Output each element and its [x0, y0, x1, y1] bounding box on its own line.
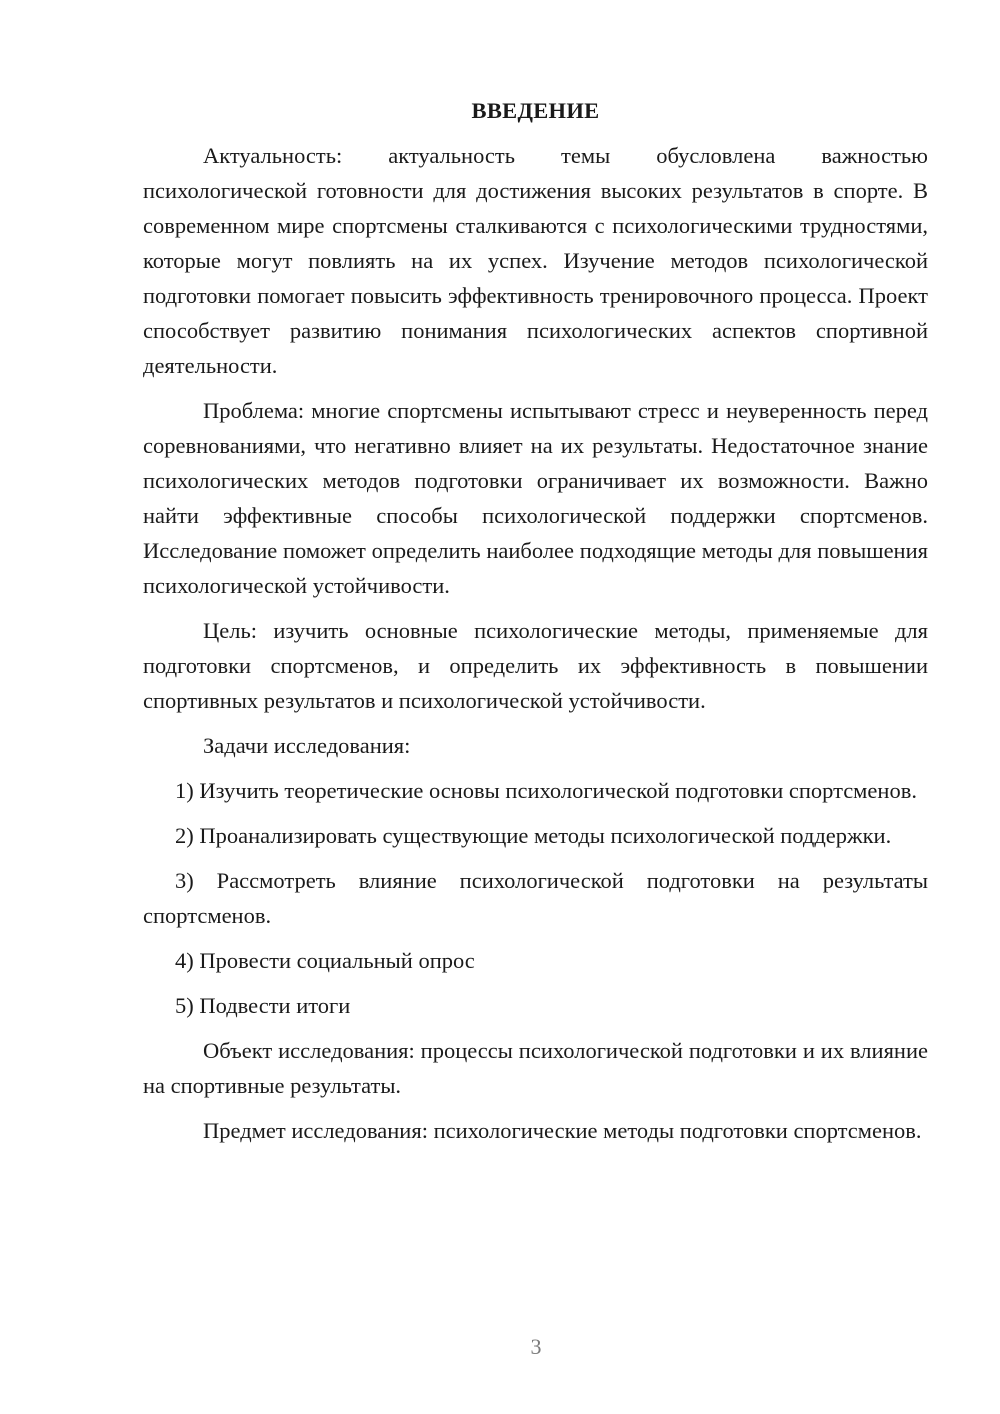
task-item-3: 3) Рассмотреть влияние психологической подготовки на результаты спортсменов.	[143, 868, 928, 928]
page-number: 3	[530, 1334, 542, 1359]
task-item-5: 5) Подвести итоги	[175, 993, 351, 1018]
task-item-4: 4) Провести социальный опрос	[175, 948, 475, 973]
paragraph-relevance: Актуальность: актуальность темы обусловлена важностью психологической готовности для достижения высоких результатов в спорте. В современном мире спортсмены сталкиваются с психологическими трудностями, которые могут повлиять на их успех. Изучение методов психологической подготовки помогает повысить эффективность тренировочного процесса. Проект способствует развитию понимания психологических аспектов спортивной деятельности.	[143, 143, 928, 378]
task-item-2: 2) Проанализировать существующие методы психологической поддержки.	[175, 823, 892, 848]
paragraph-goal: Цель: изучить основные психологические методы, применяемые для подготовки спортсменов, и определить их эффективность в повышении спортивных результатов и психологической устойчивости.	[143, 618, 928, 713]
paragraph-object: Объект исследования: процессы психологической подготовки и их влияние на спортивные результаты.	[143, 1038, 928, 1098]
paragraph-problem: Проблема: многие спортсмены испытывают стресс и неуверенность перед соревнованиями, что негативно влияет на их результаты. Недостаточное знание психологических методов подготовки ограничивает их возможности. Важно найти эффективные способы психологической поддержки спортсменов. Исследование поможет определить наиболее подходящие методы для повышения психологической устойчивости.	[143, 398, 928, 598]
tasks-heading: Задачи исследования:	[203, 733, 411, 758]
page-content	[143, 93, 928, 1158]
task-item-1: 1) Изучить теоретические основы психологической подготовки спортсменов.	[175, 778, 917, 803]
paragraph-subject: Предмет исследования: психологические методы подготовки спортсменов.	[203, 1118, 922, 1143]
section-title: ВВЕДЕНИЕ	[471, 98, 600, 123]
